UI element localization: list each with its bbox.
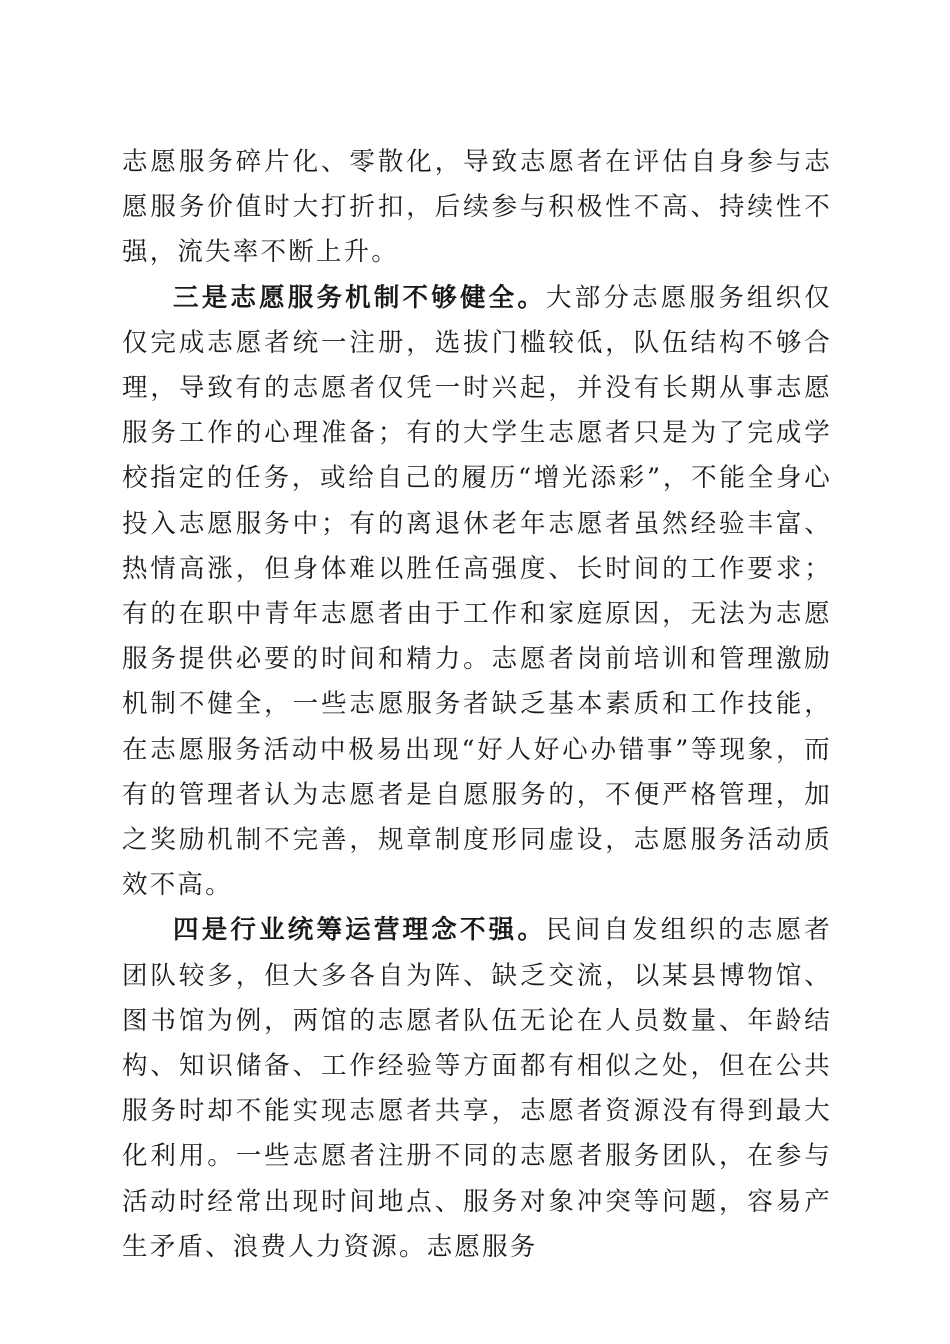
paragraph-3-text: 民间自发组织的志愿者团队较多，但大多各自为阵、缺乏交流，以某县博物馆、图书馆为例，两馆的志愿者队伍无论在人员数量、年龄结构、知识储备、工作经验等方面都有相似之处，但在公共服务时却不能实现志愿者共享，志愿者资源没有得到最大化利用。一些志愿者注册不同的志愿者服务团队，在参与活动时经常出现时间地点、服务对象冲突等问题，容易产生矛盾、浪费人力资源。志愿服务 (122, 915, 832, 1262)
paragraph-1-text: 志愿服务碎片化、零散化，导致志愿者在评估自身参与志愿服务价值时大打折扣，后续参与积极性不高、持续性不强，流失率不断上升。 (122, 147, 832, 268)
paragraph-2 (122, 276, 832, 909)
paragraph-3 (122, 908, 832, 1270)
paragraph-2-text: 大部分志愿服务组织仅仅完成志愿者统一注册，选拔门槛较低，队伍结构不够合理，导致有的志愿者仅凭一时兴起，并没有长期从事志愿服务工作的心理准备；有的大学生志愿者只是为了完成学校指定的任务，或给自己的履历“增光添彩”，不能全身心投入志愿服务中；有的离退休老年志愿者虽然经验丰富、热情高涨，但身体难以胜任高强度、长时间的工作要求；有的在职中青年志愿者由于工作和家庭原因，无法为志愿服务提供必要的时间和精力。志愿者岗前培训和管理激励机制不健全，一些志愿服务者缺乏基本素质和工作技能，在志愿服务活动中极易出现“好人好心办错事”等现象，而有的管理者认为志愿者是自愿服务的，不便严格管理，加之奖励机制不完善，规章制度形同虚设，志愿服务活动质效不高。 (122, 282, 832, 901)
document-body (122, 140, 832, 1270)
paragraph-2-lead: 三是志愿服务机制不够健全。 (173, 282, 547, 313)
paragraph-3-lead: 四是行业统筹运营理念不强。 (173, 915, 547, 946)
paragraph-1 (122, 140, 832, 276)
